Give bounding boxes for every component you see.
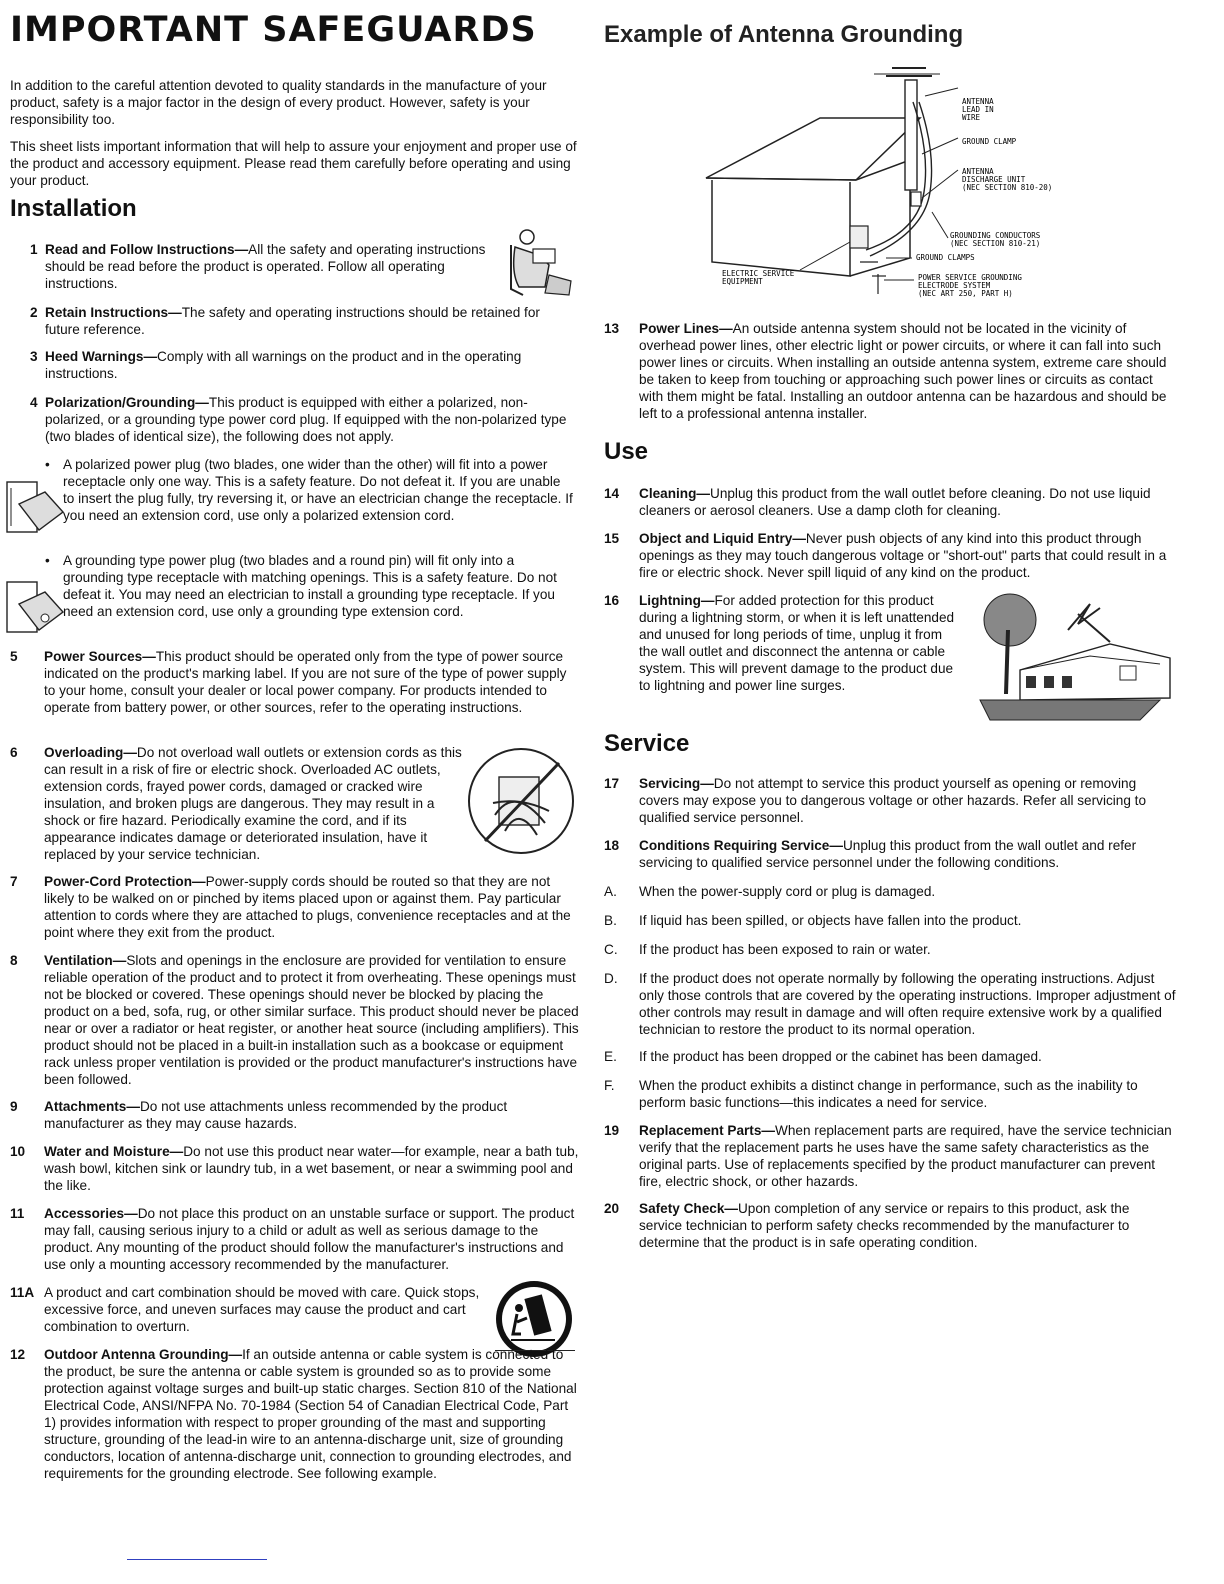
label-grounding-conductors: GROUNDING CONDUCTORS — [950, 231, 1041, 240]
item-text: Do not overload wall outlets or extension cords as this can result in a risk of fire or electric shock. Overloaded AC outlets, extension cords, frayed power cords, damaged or cracked wire insulation, and broken plugs are dangerous. They may result in a shock or fire hazard. Periodically examine the cord, and if its appearance indicates damage or deteriorated insulation, have it replaced by your service technician. — [44, 745, 462, 862]
item-title: Attachments — [44, 1099, 127, 1114]
item-title: Cleaning — [639, 486, 697, 501]
condition-letter: F. — [604, 1078, 615, 1093]
page-title: IMPORTANT SAFEGUARDS — [10, 10, 537, 50]
label-ground-clamp: GROUND CLAMP — [962, 137, 1017, 146]
item-title: Power Sources — [44, 649, 143, 664]
item-title: Conditions Requiring Service — [639, 838, 830, 853]
item-number: 3 — [30, 349, 38, 364]
item-number: 7 — [10, 874, 18, 889]
item-title: Power-Cord Protection — [44, 874, 193, 889]
em-dash: — — [228, 1347, 243, 1362]
item-number: 17 — [604, 776, 620, 791]
item-number: 10 — [10, 1144, 26, 1159]
item-number: 1 — [30, 242, 38, 257]
bullet-text: A polarized power plug (two blades, one wider than the other) will fit into a power receptacle only one way. This is a safety feature. Do not defeat it. If you are unable to insert the plug fully, try reversing it, or have an electrician change the receptacle. If you need an extension cord, use only a polarized extension cord. — [63, 457, 573, 523]
section-heading-installation: Installation — [10, 195, 137, 222]
em-dash: — — [724, 1201, 738, 1216]
item-title: Overloading — [44, 745, 124, 760]
bullet-dot: • — [45, 553, 50, 568]
label-discharge-unit: DISCHARGE UNIT — [962, 175, 1026, 184]
item-title: Water and Moisture — [44, 1144, 170, 1159]
item-number: 18 — [604, 838, 620, 853]
em-dash: — — [123, 745, 137, 760]
item-number: 2 — [30, 305, 38, 320]
em-dash: — — [719, 321, 733, 336]
em-dash: — — [192, 874, 206, 889]
item-text: The safety and operating instructions should be retained for future reference. — [45, 305, 540, 337]
item-number: 16 — [604, 593, 620, 608]
item-text: If an outside antenna or cable system is connected to the product, be sure the antenna or cable system is grounded so as to provide some protection against voltage surges and built-up static charges. Section 810 of the National Electrical Code, ANSI/NFPA No. 70-1984 (Section 54 of Canadian Electrical Code, Part 1) provides information with respect to proper grounding of the mast and supporting structure, grounding of the lead-in wire to an antenna-discharge unit, size of grounding conductors, location of antenna-discharge unit, connection to grounding electrodes, and requirements for the grounding electrode. See following example. — [44, 1347, 577, 1481]
em-dash: — — [169, 1144, 184, 1159]
em-dash: — — [234, 242, 249, 257]
item-number: 20 — [604, 1201, 620, 1216]
item-text: This product should be operated only from the type of power source indicated on the product's marking label. If you are not sure of the type of power supply to your home, consult your dealer or local power company. For products intended to operate from battery power, or other sources, refer to the operating instructions. — [44, 649, 567, 715]
item-title: Servicing — [639, 776, 701, 791]
item-title: Lightning — [639, 593, 701, 608]
item-number: 8 — [10, 953, 18, 968]
item-text: Do not use attachments unless recommended by the product manufacturer as they may cause hazards. — [44, 1099, 508, 1131]
em-dash: — — [792, 531, 806, 546]
condition-text: If the product does not operate normally by following the operating instructions. Adjust only those controls that are covered by the operating instructions. Improper adjustment of other controls may result in damage and will often require extensive work by a qualified technician to restore the product to its normal operation. — [639, 971, 1176, 1037]
em-dash: — — [761, 1123, 775, 1138]
reading-person-icon — [505, 225, 577, 299]
item-title: Heed Warnings — [45, 349, 144, 364]
lightning-house-illustration — [960, 590, 1172, 724]
grounding-plug-icon — [5, 578, 67, 636]
label-lead-in: WIRE — [962, 113, 981, 122]
label-electric-service: EQUIPMENT — [722, 277, 763, 286]
intro-paragraph: This sheet lists important information that will help to assure your enjoyment and proper use of the product and accessory equipment. Please read them carefully before operating and using your product. — [10, 139, 577, 188]
item-text: Do not use this product near water—for example, near a bath tub, wash bowl, kitchen sink or laundry tub, in a wet basement, or near a swimming pool and the like. — [44, 1144, 579, 1193]
item-text: An outside antenna system should not be located in the vicinity of overhead power lines, other electric light or power circuits, or where it can fall into such power lines or circuits. When installing an outside antenna system, extreme care should be taken to keep from touching or approaching such power lines or circuits as contact with them might be fatal. Installing an outdoor antenna can be hazardous and should be left to a professional antenna installer. — [639, 321, 1167, 421]
condition-text: If the product has been dropped or the cabinet has been damaged. — [639, 1049, 1042, 1064]
item-title: Polarization/Grounding — [45, 395, 196, 410]
em-dash: — — [195, 395, 209, 410]
label-ground-clamps: GROUND CLAMPS — [916, 253, 975, 262]
item-text: Do not place this product on an unstable surface or support. The product may fall, causing serious injury to a child or adult as well as serious damage to the product. Any mounting of the product should follow the manufacturer's instructions and use only a mounting accessory recommended by the manufacturer. — [44, 1206, 575, 1272]
label-lead-in: LEAD IN — [962, 105, 994, 114]
item-text: When replacement parts are required, have the service technician verify that the replacement parts he uses have the same safety characteristics as the original parts. Use of replacements specified by the product manufacturer can prevent fire, electric shock, or other hazards. — [639, 1123, 1172, 1189]
label-grounding-electrode: ELECTRODE SYSTEM — [918, 281, 991, 290]
label-grounding-electrode: POWER SERVICE GROUNDING — [918, 273, 1022, 282]
item-number: 11A — [10, 1285, 35, 1300]
item-title: Outdoor Antenna Grounding — [44, 1347, 229, 1362]
item-text: Slots and openings in the enclosure are provided for ventilation to ensure reliable operation of the product and to protect it from overheating. These openings must not be blocked or covered. These openings should never be blocked by placing the product on a bed, sofa, rug, or other similar surface. This product should never be placed near or over a radiator or heat register, or another heat source (including amplifiers). This product should not be placed in a built-in installation such as a bookcase or equipment rack unless proper ventilation is provided or the product manufacturer's instructions have been followed. — [44, 953, 579, 1087]
em-dash: — — [700, 776, 714, 791]
item-number: 15 — [604, 531, 620, 546]
em-dash: — — [829, 838, 843, 853]
item-title: Read and Follow Instructions — [45, 242, 235, 257]
item-number: 19 — [604, 1123, 620, 1138]
item-number: 9 — [10, 1099, 18, 1114]
item-number: 11 — [10, 1206, 25, 1221]
item-text: All the safety and operating instructions should be read before the product is operated. Follow all operating instructions. — [45, 242, 486, 291]
item-text: Unplug this product from the wall outlet before cleaning. Do not use liquid cleaners or aerosol cleaners. Use a damp cloth for cleaning. — [639, 486, 1151, 518]
condition-text: When the product exhibits a distinct change in performance, such as the inability to perform basic functions—this indicates a need for service. — [639, 1078, 1138, 1110]
condition-text: If the product has been exposed to rain or water. — [639, 942, 931, 957]
item-title: Object and Liquid Entry — [639, 531, 793, 546]
item-text: Never push objects of any kind into this product through openings as they may touch dangerous voltage or "short-out" parts that could result in a fire or electric shock. Never spill liquid of any kind on the product. — [639, 531, 1167, 580]
polarized-plug-icon — [5, 478, 67, 536]
item-number: 13 — [604, 321, 620, 336]
item-number: 12 — [10, 1347, 26, 1362]
diagram-title: Example of Antenna Grounding — [604, 21, 964, 48]
label-lead-in: ANTENNA — [962, 97, 994, 106]
label-grounding-electrode: (NEC ART 250, PART H) — [918, 289, 1013, 298]
overloaded-outlet-icon — [465, 745, 577, 857]
em-dash: — — [142, 649, 156, 664]
condition-text: If liquid has been spilled, or objects have fallen into the product. — [639, 913, 1022, 928]
item-text: Power-supply cords should be routed so that they are not likely to be walked on or pinched by items placed upon or against them. Pay particular attention to cords where they are attached to plugs, convenience receptacles and at the point where they exit from the product. — [44, 874, 571, 940]
em-dash: — — [696, 486, 710, 501]
em-dash: — — [143, 349, 158, 364]
item-text: Upon completion of any service or repairs to this product, ask the service technician to perform safety checks recommended by the manufacturer to determine that the product is in safe operating condition. — [639, 1201, 1130, 1250]
item-title: Ventilation — [44, 953, 113, 968]
em-dash: — — [168, 305, 182, 320]
item-title: Power Lines — [639, 321, 720, 336]
condition-text: When the power-supply cord or plug is damaged. — [639, 884, 936, 899]
label-discharge-unit: (NEC SECTION 810-20) — [962, 183, 1053, 192]
condition-letter: D. — [604, 971, 618, 986]
em-dash: — — [124, 1206, 138, 1221]
item-title: Retain Instructions — [45, 305, 169, 320]
label-grounding-conductors: (NEC SECTION 810-21) — [950, 239, 1041, 248]
item-number: 4 — [30, 395, 38, 410]
condition-letter: E. — [604, 1049, 617, 1064]
item-text: This product is equipped with either a polarized, non-polarized, or a grounding type power cord plug. If equipped with the non-polarized type (two blades of identical size), the following does not apply. — [45, 395, 567, 444]
item-title: Replacement Parts — [639, 1123, 762, 1138]
item-number: 14 — [604, 486, 620, 501]
item-text: Comply with all warnings on the product and in the operating instructions. — [45, 349, 522, 381]
intro-paragraph: In addition to the careful attention devoted to quality standards in the manufacture of your product, safety is a major factor in the design of every product. However, safety is your responsibility too. — [10, 78, 547, 127]
section-heading-use: Use — [604, 438, 649, 465]
em-dash: — — [700, 593, 715, 608]
condition-letter: B. — [604, 913, 617, 928]
item-text: A product and cart combination should be moved with care. Quick stops, excessive force, and uneven surfaces may cause the product and cart combination to overturn. — [44, 1285, 480, 1334]
antenna-grounding-diagram — [700, 62, 1120, 302]
em-dash: — — [126, 1099, 140, 1114]
item-title: Safety Check — [639, 1201, 725, 1216]
item-title: Accessories — [44, 1206, 125, 1221]
em-dash: — — [112, 953, 127, 968]
condition-letter: C. — [604, 942, 618, 957]
item-number: 5 — [10, 649, 18, 664]
item-text: Unplug this product from the wall outlet and refer servicing to qualified service personnel under the following conditions. — [639, 838, 1137, 870]
item-text: For added protection for this product during a lightning storm, or when it is left unattended and unused for long periods of time, unplug it from the wall outlet and disconnect the antenna or cable system. This will prevent damage to the product due to lightning and power line surges. — [639, 593, 955, 693]
bullet-text: A grounding type power plug (two blades and a round pin) will fit only into a grounding type receptacle with matching openings. This is a safety feature. Do not defeat it. You may need an electrician to install a grounding type receptacle. If you need an extension cord, use only a grounding type extension cord. — [63, 553, 557, 619]
label-discharge-unit: ANTENNA — [962, 167, 994, 176]
label-electric-service: ELECTRIC SERVICE — [722, 269, 795, 278]
item-text: Do not attempt to service this product yourself as opening or removing covers may expose you to dangerous voltage or other hazards. Refer all servicing to qualified service personnel. — [639, 776, 1147, 825]
condition-letter: A. — [604, 884, 617, 899]
section-heading-service: Service — [604, 730, 690, 757]
footer-rule — [127, 1559, 267, 1560]
bullet-dot: • — [45, 457, 50, 472]
item-number: 6 — [10, 745, 18, 760]
